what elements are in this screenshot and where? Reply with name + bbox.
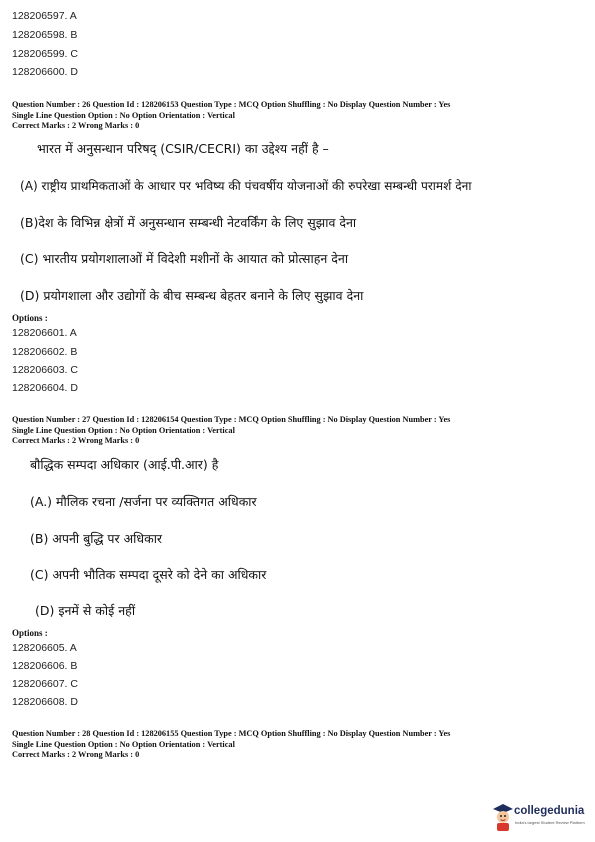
option-id-line: 128206597. A: [12, 10, 77, 22]
option-id-line: 128206598. B: [12, 29, 78, 41]
question-stem: भारत में अनुसन्धान परिषद् (CSIR/CECRI) का उद्देश्य नहीं है –: [37, 141, 329, 156]
option-id-line: 128206607. C: [12, 678, 78, 690]
options-label: Options :: [12, 628, 48, 638]
option-id-line: 128206602. B: [12, 346, 78, 358]
option-id-line: 128206599. C: [12, 48, 78, 60]
question-marks: Correct Marks : 2 Wrong Marks : 0: [12, 121, 140, 130]
logo-tagline: India's largest Student Review Platform: [515, 820, 585, 825]
question-meta-line: Question Number : 28 Question Id : 128206155 Question Type : MCQ Option Shuffling : No Display Question Number : Yes: [12, 729, 451, 738]
answer-choice: (B) अपनी बुद्धि पर अधिकार: [30, 531, 163, 546]
collegedunia-logo: [492, 800, 592, 834]
question-meta-line: Single Line Question Option : No Option Orientation : Vertical: [12, 739, 235, 749]
question-marks: Correct Marks : 2 Wrong Marks : 0: [12, 436, 140, 445]
question-meta-line: Single Line Question Option : No Option Orientation : Vertical: [12, 425, 235, 435]
answer-choice: (D) प्रयोगशाला और उद्योगों के बीच सम्बन्ध बेहतर बनाने के लिए सुझाव देना: [20, 288, 364, 303]
question-meta: [12, 100, 587, 132]
option-id-line: 128206600. D: [12, 66, 78, 78]
option-id-line: 128206601. A: [12, 327, 77, 339]
options-label: Options :: [12, 313, 48, 323]
logo-brand: collegedunia: [514, 805, 585, 817]
answer-choice: (A.) मौलिक रचना /सर्जना पर व्यक्तिगत अधिकार: [30, 494, 257, 509]
question-meta-line: Single Line Question Option : No Option Orientation : Vertical: [12, 110, 235, 120]
question-marks: Correct Marks : 2 Wrong Marks : 0: [12, 750, 140, 759]
option-id-line: 128206608. D: [12, 696, 78, 708]
option-id-line: 128206606. B: [12, 660, 78, 672]
question-meta: [12, 415, 587, 447]
option-id-line: 128206604. D: [12, 382, 78, 394]
question-stem: बौद्धिक सम्पदा अधिकार (आई.पी.आर) है: [30, 457, 219, 472]
option-id-line: 128206603. C: [12, 364, 78, 376]
question-meta-line: Question Number : 27 Question Id : 128206154 Question Type : MCQ Option Shuffling : No Display Question Number : Yes: [12, 415, 451, 424]
question-meta-line: Question Number : 26 Question Id : 128206153 Question Type : MCQ Option Shuffling : No Display Question Number : Yes: [12, 100, 451, 109]
answer-choice: (A) राष्ट्रीय प्राथमिकताओं के आधार पर भविष्य की पंचवर्षीय योजनाओं की रुपरेखा सम्बन्धी परामर्श देना: [20, 179, 472, 193]
question-meta: [12, 729, 587, 761]
answer-choice: (C) भारतीय प्रयोगशालाओं में विदेशी मशीनों के आयात को प्रोत्साहन देना: [20, 251, 349, 266]
option-id-line: 128206605. A: [12, 642, 77, 654]
graduate-mascot-icon: [492, 802, 514, 832]
answer-choice: (B)देश के विभिन्न क्षेत्रों में अनुसन्धान सम्बन्धी नेटवर्किंग के लिए सुझाव देना: [20, 215, 357, 230]
answer-choice: (D) इनमें से कोई नहीं: [35, 603, 136, 618]
answer-choice: (C) अपनी भौतिक सम्पदा दूसरे को देने का अधिकार: [30, 567, 267, 582]
